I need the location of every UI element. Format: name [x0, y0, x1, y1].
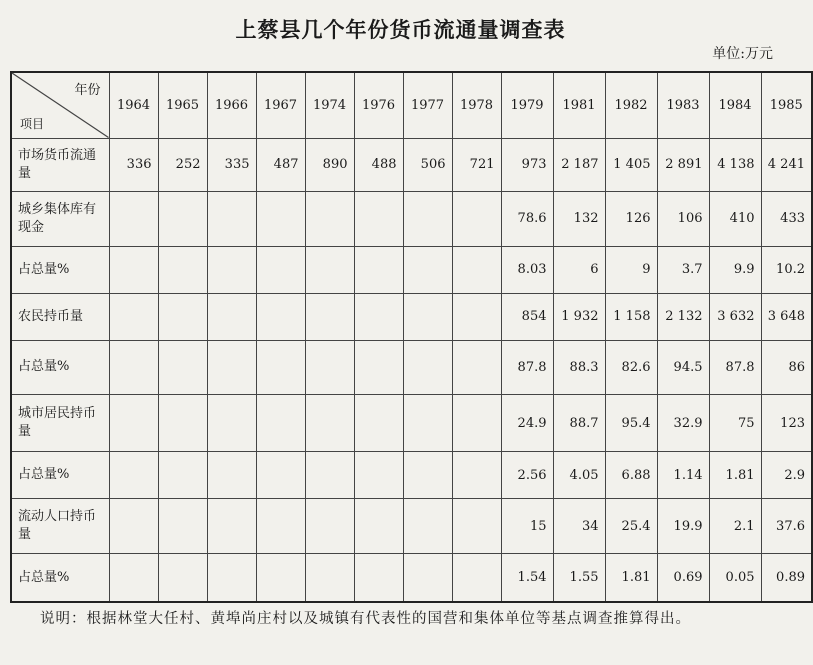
value-cell [305, 340, 354, 394]
value-cell: 75 [709, 394, 761, 451]
value-cell: 94.5 [657, 340, 709, 394]
row-label: 流动人口持币量 [11, 499, 109, 554]
value-cell: 8.03 [501, 246, 553, 293]
value-cell [207, 394, 256, 451]
value-cell [109, 246, 158, 293]
value-cell: 78.6 [501, 191, 553, 246]
value-cell: 721 [452, 138, 501, 191]
value-cell: 0.69 [657, 554, 709, 602]
value-cell [305, 554, 354, 602]
value-cell [354, 554, 403, 602]
year-header: 1981 [553, 72, 605, 138]
value-cell: 0.89 [761, 554, 812, 602]
table-row [11, 554, 812, 602]
value-cell: 1.81 [709, 452, 761, 499]
value-cell [305, 246, 354, 293]
value-cell [158, 191, 207, 246]
corner-item-label: 项目 [20, 116, 45, 131]
value-cell [256, 293, 305, 340]
year-header: 1985 [761, 72, 812, 138]
value-cell: 2 187 [553, 138, 605, 191]
value-cell [452, 499, 501, 554]
value-cell [158, 340, 207, 394]
value-cell [109, 554, 158, 602]
row-label: 城市居民持币量 [11, 394, 109, 451]
value-cell [158, 394, 207, 451]
header-row [11, 72, 812, 138]
value-cell [109, 340, 158, 394]
value-cell [109, 293, 158, 340]
value-cell: 126 [605, 191, 657, 246]
value-cell [207, 340, 256, 394]
year-header: 1979 [501, 72, 553, 138]
value-cell [452, 191, 501, 246]
value-cell: 132 [553, 191, 605, 246]
value-cell: 34 [553, 499, 605, 554]
value-cell: 2 891 [657, 138, 709, 191]
year-header: 1966 [207, 72, 256, 138]
value-cell: 6 [553, 246, 605, 293]
table-row [11, 138, 812, 191]
value-cell [256, 394, 305, 451]
value-cell [256, 246, 305, 293]
value-cell: 9.9 [709, 246, 761, 293]
row-label: 占总量% [11, 452, 109, 499]
year-header: 1984 [709, 72, 761, 138]
value-cell: 506 [403, 138, 452, 191]
value-cell: 10.2 [761, 246, 812, 293]
year-header: 1967 [256, 72, 305, 138]
value-cell [109, 499, 158, 554]
value-cell: 123 [761, 394, 812, 451]
value-cell [354, 191, 403, 246]
value-cell: 487 [256, 138, 305, 191]
value-cell: 1.14 [657, 452, 709, 499]
value-cell [158, 452, 207, 499]
value-cell [403, 394, 452, 451]
value-cell: 25.4 [605, 499, 657, 554]
value-cell [403, 499, 452, 554]
value-cell [452, 554, 501, 602]
value-cell [305, 293, 354, 340]
value-cell [158, 293, 207, 340]
table-row [11, 246, 812, 293]
value-cell: 973 [501, 138, 553, 191]
value-cell: 1 405 [605, 138, 657, 191]
value-cell [354, 394, 403, 451]
value-cell [403, 246, 452, 293]
row-label: 占总量% [11, 246, 109, 293]
value-cell [452, 452, 501, 499]
value-cell [354, 499, 403, 554]
value-cell: 19.9 [657, 499, 709, 554]
value-cell: 0.05 [709, 554, 761, 602]
row-label: 市场货币流通量 [11, 138, 109, 191]
year-header: 1978 [452, 72, 501, 138]
value-cell: 1 932 [553, 293, 605, 340]
value-cell: 2 132 [657, 293, 709, 340]
value-cell: 3 648 [761, 293, 812, 340]
value-cell: 106 [657, 191, 709, 246]
value-cell: 335 [207, 138, 256, 191]
value-cell: 2.9 [761, 452, 812, 499]
corner-cell [11, 72, 109, 138]
value-cell: 433 [761, 191, 812, 246]
row-label: 占总量% [11, 554, 109, 602]
value-cell: 2.1 [709, 499, 761, 554]
year-header: 1974 [305, 72, 354, 138]
value-cell: 95.4 [605, 394, 657, 451]
value-cell [256, 554, 305, 602]
value-cell [354, 452, 403, 499]
value-cell [452, 246, 501, 293]
table-row [11, 499, 812, 554]
value-cell [403, 452, 452, 499]
value-cell [256, 452, 305, 499]
value-cell [305, 191, 354, 246]
value-cell: 86 [761, 340, 812, 394]
value-cell: 4.05 [553, 452, 605, 499]
value-cell: 336 [109, 138, 158, 191]
value-cell: 82.6 [605, 340, 657, 394]
value-cell: 37.6 [761, 499, 812, 554]
value-cell: 410 [709, 191, 761, 246]
value-cell: 9 [605, 246, 657, 293]
value-cell [109, 394, 158, 451]
value-cell: 87.8 [501, 340, 553, 394]
value-cell: 488 [354, 138, 403, 191]
value-cell [207, 191, 256, 246]
value-cell [452, 394, 501, 451]
value-cell: 6.88 [605, 452, 657, 499]
value-cell: 3.7 [657, 246, 709, 293]
value-cell: 88.3 [553, 340, 605, 394]
footnote: 说明：根据林堂大任村、黄埠尚庄村以及城镇有代表性的国营和集体单位等基点调查推算得出。 [40, 611, 691, 627]
corner-year-label: 年份 [74, 83, 101, 98]
value-cell: 4 138 [709, 138, 761, 191]
value-cell [354, 293, 403, 340]
unit-label: 单位:万元 [712, 46, 773, 62]
value-cell: 854 [501, 293, 553, 340]
value-cell: 2.56 [501, 452, 553, 499]
value-cell [207, 246, 256, 293]
value-cell [256, 191, 305, 246]
value-cell [403, 293, 452, 340]
value-cell: 252 [158, 138, 207, 191]
year-header: 1976 [354, 72, 403, 138]
value-cell [452, 340, 501, 394]
value-cell: 1.54 [501, 554, 553, 602]
value-cell: 1.55 [553, 554, 605, 602]
value-cell [256, 340, 305, 394]
value-cell: 1 158 [605, 293, 657, 340]
row-label: 农民持币量 [11, 293, 109, 340]
value-cell [207, 452, 256, 499]
value-cell: 4 241 [761, 138, 812, 191]
value-cell [305, 394, 354, 451]
value-cell: 87.8 [709, 340, 761, 394]
table-row [11, 340, 812, 394]
value-cell [158, 499, 207, 554]
value-cell [158, 554, 207, 602]
value-cell: 32.9 [657, 394, 709, 451]
year-header: 1965 [158, 72, 207, 138]
year-header: 1977 [403, 72, 452, 138]
value-cell: 24.9 [501, 394, 553, 451]
value-cell [403, 191, 452, 246]
page-title: 上蔡县几个年份货币流通量调查表 [235, 18, 566, 42]
value-cell [305, 499, 354, 554]
value-cell: 1.81 [605, 554, 657, 602]
value-cell [158, 246, 207, 293]
currency-table [10, 71, 813, 603]
table-row [11, 394, 812, 451]
value-cell [403, 554, 452, 602]
value-cell [207, 554, 256, 602]
value-cell [354, 340, 403, 394]
year-header: 1982 [605, 72, 657, 138]
value-cell [109, 452, 158, 499]
value-cell: 88.7 [553, 394, 605, 451]
value-cell [256, 499, 305, 554]
table-row [11, 293, 812, 340]
value-cell [354, 246, 403, 293]
table-row [11, 452, 812, 499]
row-label: 城乡集体库有现金 [11, 191, 109, 246]
value-cell [305, 452, 354, 499]
value-cell [109, 191, 158, 246]
year-header: 1964 [109, 72, 158, 138]
value-cell: 15 [501, 499, 553, 554]
value-cell [452, 293, 501, 340]
year-header: 1983 [657, 72, 709, 138]
value-cell [207, 293, 256, 340]
row-label: 占总量% [11, 340, 109, 394]
table-row [11, 191, 812, 246]
value-cell: 3 632 [709, 293, 761, 340]
value-cell: 890 [305, 138, 354, 191]
value-cell [403, 340, 452, 394]
value-cell [207, 499, 256, 554]
